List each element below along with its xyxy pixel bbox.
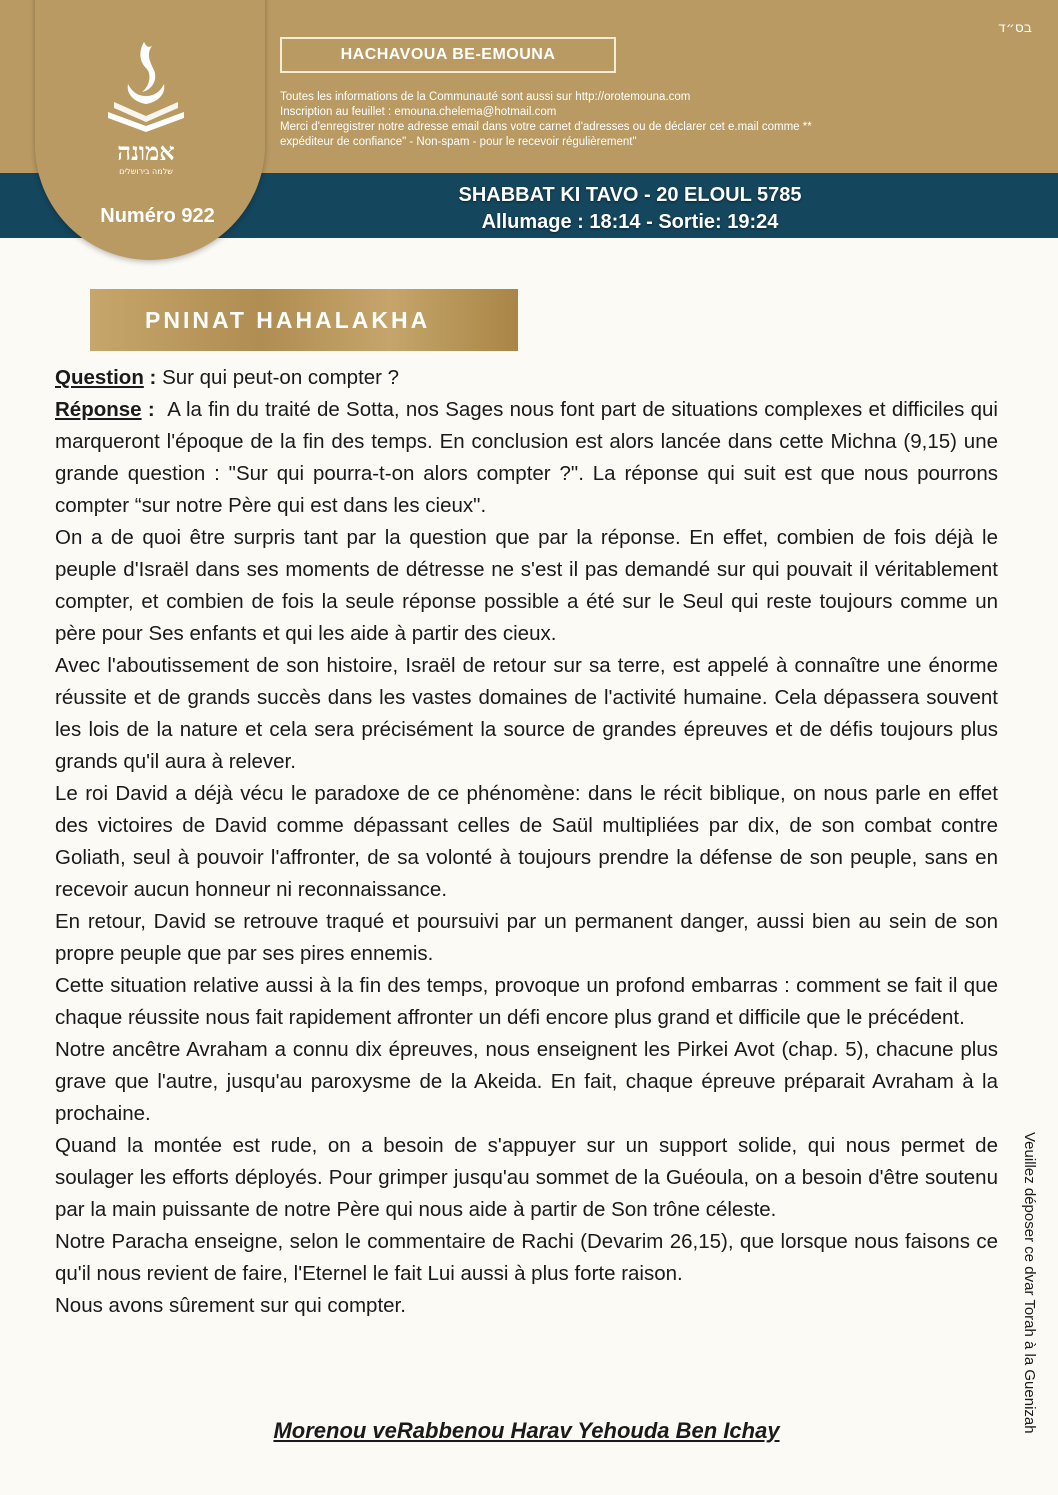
question-paragraph — [55, 362, 998, 394]
issue-number: Numéro 922 — [100, 205, 215, 227]
question-label: Question — [55, 366, 144, 389]
info-line: expéditeur de confiance" - Non-spam - pour le recevoir régulièrement" — [280, 136, 637, 148]
emouna-logo-icon — [100, 38, 192, 178]
info-line: Inscription au feuillet : emouna.chelema@hotmail.com — [280, 106, 557, 118]
logo-hebrew-text: אמונה — [117, 137, 175, 166]
article-paragraph: On a de quoi être surpris tant par la question que par la réponse. En effet, combien de fois déjà le peuple d'Israël dans ses moments de détresse ne s'est il pas demandé sur qui pouvait il véritablement compter, et combien de fois la seule réponse possible a été sur le Seul qui reste toujours comme un père pour Ses enfants et qui les aide à partir des cieux. — [55, 526, 998, 645]
newsletter-title-text: HACHAVOUA BE-EMOUNA — [340, 46, 556, 63]
info-line: Toutes les informations de la Communauté sont aussi sur http://orotemouna.com — [280, 91, 691, 103]
reponse-paragraph — [55, 394, 998, 522]
article-paragraph: Nous avons sûrement sur qui compter. — [55, 1294, 406, 1317]
article-paragraph: Quand la montée est rude, on a besoin de s'appuyer sur un support solide, qui nous permet de soulager les efforts déployés. Pour grimper jusqu'au sommet de la Guéoula, on a besoin d'être soutenu par la main puissante de notre Père qui nous aide à partir de Son trône céleste. — [55, 1134, 998, 1221]
article-body — [55, 362, 998, 1322]
article-paragraph: Cette situation relative aussi à la fin des temps, provoque un profond embarras : comment se fait il que chaque réussite nous fait rapidement affronter un défi encore plus grand et difficile que le précédent. — [55, 974, 998, 1029]
section-banner-text: PNINAT HAHALAKHA — [145, 306, 431, 333]
shabbat-title: SHABBAT KI TAVO - 20 ELOUL 5785 — [458, 184, 802, 206]
info-line: Merci d'enregistrer notre adresse email dans votre carnet d'adresses ou de déclarer cet e.mail comme ** — [280, 121, 812, 133]
question-text: Sur qui peut-on compter ? — [162, 366, 400, 389]
header-info — [280, 90, 960, 150]
article-paragraph: En retour, David se retrouve traqué et poursuivi par un permanent danger, aussi bien au sein de son propre peuple que par ses pires ennemis. — [55, 910, 998, 965]
logo-hebrew-subtext: שלמה בירושלים — [119, 167, 173, 176]
author-signature: Morenou veRabbenou Harav Yehouda Ben Ichay — [273, 1418, 780, 1443]
shabbat-info — [330, 182, 930, 236]
article-paragraph: Notre Paracha enseigne, selon le commentaire de Rachi (Devarim 26,15), que lorsque nous faisons ce qu'il nous revient de faire, l'Eternel le fait Lui aussi à plus forte raison. — [55, 1230, 998, 1285]
reponse-label: Réponse — [55, 398, 142, 421]
shabbat-times: Allumage : 18:14 - Sortie: 19:24 — [481, 211, 779, 233]
section-banner — [90, 289, 518, 351]
article-paragraph: Avec l'aboutissement de son histoire, Israël de retour sur sa terre, est appelé à connaître une énorme réussite et de grands succès dans les vastes domaines de l'activité humaine. Cela dépassera souvent les lois de la nature et cela sera précisément la source de grandes épreuves et de défis toujours plus grands qu'il aura à relever. — [55, 654, 998, 773]
reponse-separator: : — [141, 398, 168, 421]
bsd-mark: בס״ד — [998, 20, 1032, 36]
article-paragraph: Notre ancêtre Avraham a connu dix épreuves, nous enseignent les Pirkei Avot (chap. 5), chacune plus grave que l'autre, jusqu'au paroxysme de la Akeida. En fait, chaque épreuve préparait Avraham à la prochaine. — [55, 1038, 998, 1125]
newsletter-title — [280, 37, 616, 73]
reponse-text: A la fin du traité de Sotta, nos Sages nous font part de situations complexes et difficiles qui marqueront l'époque de la fin des temps. En conclusion est alors lancée dans cette Michna (9,15) une grande question : "Sur qui pourra-t-on alors compter ?". La réponse qui suit est que nous pourrons compter “sur notre Père qui est dans les cieux". — [55, 398, 998, 517]
guenizah-note: Veuillez déposer ce dvar Torah à la Guenizah — [1021, 1132, 1038, 1434]
question-separator: : — [143, 366, 163, 389]
article-paragraph: Le roi David a déjà vécu le paradoxe de ce phénomène: dans le récit biblique, on nous parle en effet des victoires de David comme dépassant celles de Saül multipliées par dix, de son combat contre Goliath, seul à pouvoir l'affronter, de sa volonté à toujours prendre la défense de son peuple, sans en recevoir aucun honneur ni reconnaissance. — [55, 782, 998, 901]
